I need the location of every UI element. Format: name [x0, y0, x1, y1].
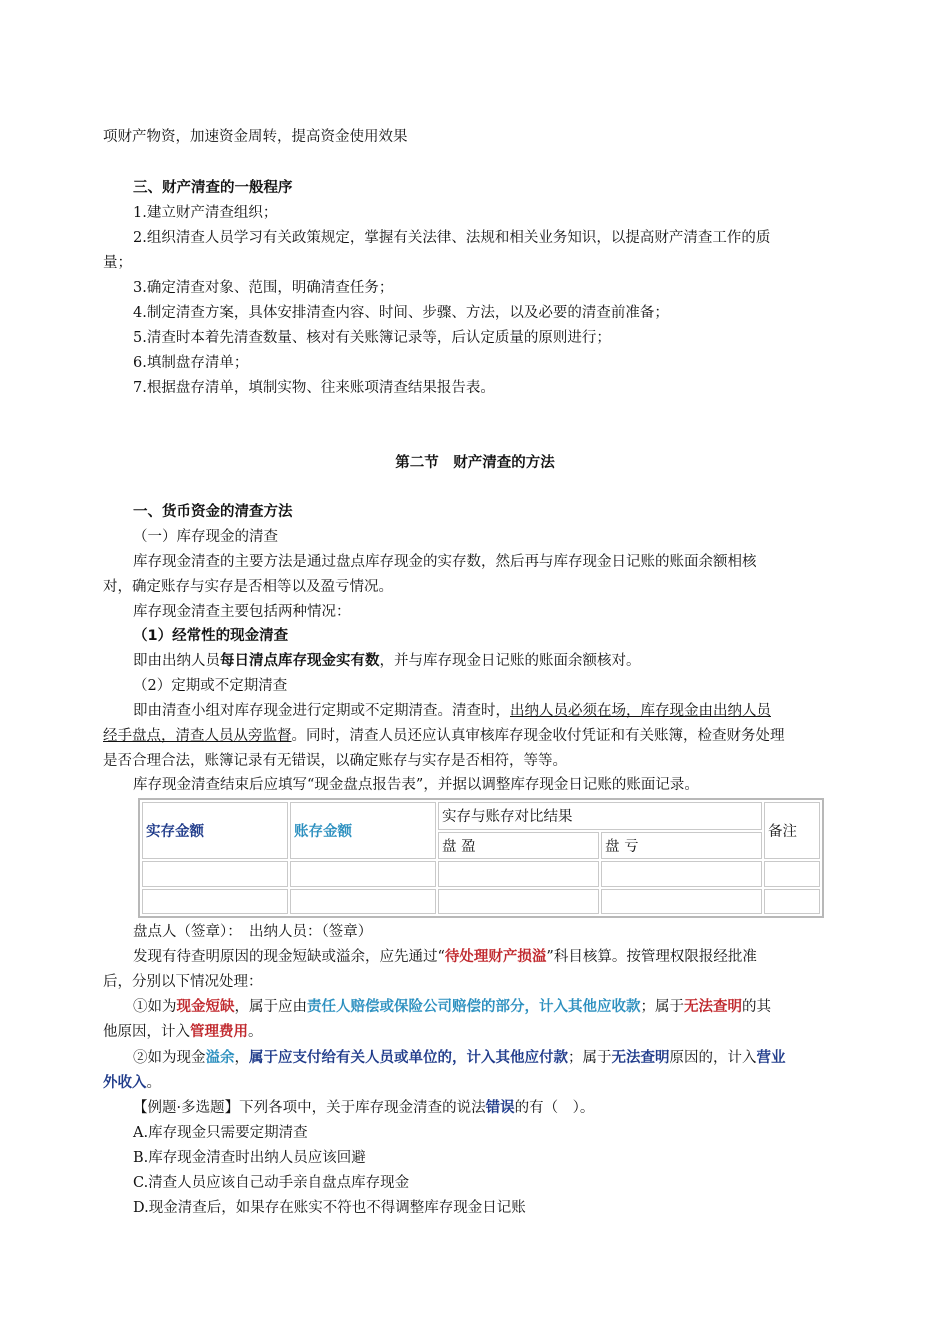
item2-line-a: [133, 1048, 786, 1068]
pending-a-pre: 发现有待查明原因的现金短缺或溢余，应先通过“: [133, 949, 445, 965]
case2-b-post: 。同时，清查人员还应认真审核库存现金收付凭证和有关账簿，检查财务处理: [291, 728, 785, 744]
s1-heading: 一、货币资金的清查方法: [133, 504, 293, 520]
s1-p1a: 库存现金清查的主要方法是通过盘点库存现金的实存数，然后再与库存现金日记账的账面余额相核: [133, 554, 757, 570]
example-question: [133, 1098, 594, 1118]
item2-other-payable: 属于应支付给有关人员或单位的，计入其他应付款: [249, 1050, 568, 1066]
option-b: B.库存现金清查时出纳人员应该回避: [133, 1150, 366, 1166]
pending-a-post: ”科目核算。按管理权限报经批准: [546, 949, 757, 965]
case2-line-c: 是否合理合法，账簿记录有无错误，以确定账存与实存是否相符，等等。: [103, 753, 567, 769]
col-remark: 备注: [764, 802, 820, 859]
table-cell: [764, 889, 820, 914]
item1-admin-expense: 管理费用: [190, 1024, 248, 1040]
item1-t4: 的其: [742, 999, 771, 1015]
col-actual-amount: 实存金额: [142, 802, 288, 859]
case2-b-underline: 经手盘点，清查人员从旁监督: [103, 728, 292, 744]
example-post: 的有（ ）。: [514, 1100, 595, 1116]
item1-cash-shortage: 现金短缺: [176, 999, 235, 1015]
col-compare-result: 实存与账存对比结果: [438, 802, 762, 830]
col-surplus: 盘 盈: [438, 832, 599, 860]
example-pre: 【例题·多选题】下列各项中，关于库存现金清查的说法: [133, 1100, 486, 1116]
item2-line-b: [103, 1073, 161, 1093]
option-c: C.清查人员应该自己动手亲自盘点库存现金: [133, 1175, 410, 1191]
item1-other-receivable: 责任人赔偿或保险公司赔偿的部分，计入其他应收款: [307, 999, 641, 1015]
item2-nonoperating-b: 外收入: [103, 1075, 147, 1091]
s1-p1b: 对，确定账存与实存是否相等以及盈亏情况。: [103, 579, 393, 595]
item1-t1: ①如为: [133, 999, 177, 1015]
item1-t2: ，属于应由: [234, 999, 307, 1015]
case1-pre: 即由出纳人员: [133, 653, 220, 669]
table-cell: [142, 861, 288, 886]
cash-count-table: [138, 798, 824, 918]
pending-line-a: [133, 947, 757, 967]
table-cell: [601, 861, 762, 886]
table-cell: [290, 861, 436, 886]
item2-t5: 。: [146, 1075, 161, 1091]
col-shortage: 盘 亏: [601, 832, 762, 860]
step-5: 5.清查时本着先清查数量、核对有关账簿记录等，后认定质量的原则进行；: [133, 330, 611, 346]
case1-text: [133, 651, 641, 671]
pending-line-b: 后，分别以下情况处理：: [103, 974, 263, 990]
step-2a: 2.组织清查人员学习有关政策规定，掌握有关法律、法规和相关业务知识，以提高财产清查工作的质: [133, 230, 771, 246]
chapter-title: 第二节 财产清查的方法: [395, 455, 555, 471]
option-d: D.现金清查后，如果存在账实不符也不得调整库存现金日记账: [133, 1200, 526, 1216]
report-line: 库存现金清查结束后应填写“现金盘点报告表”，并据以调整库存现金日记账的账面记录。: [133, 777, 699, 793]
item2-unknown: 无法查明: [611, 1050, 670, 1066]
intro-line: 项财产物资，加速资金周转，提高资金使用效果: [103, 129, 408, 145]
example-keyword: 错误: [485, 1100, 515, 1116]
item1-line-a: [133, 997, 771, 1017]
item1-t5: 他原因，计入: [103, 1024, 190, 1040]
case1-post: ，并与库存现金日记账的账面余额核对。: [379, 653, 641, 669]
case2-a-pre: 即由清查小组对库存现金进行定期或不定期清查。清查时，: [133, 703, 510, 719]
table-cell: [601, 889, 762, 914]
option-a: A.库存现金只需要定期清查: [133, 1125, 308, 1141]
item2-t1: ②如为现金: [133, 1050, 206, 1066]
item1-t3: ；属于: [640, 999, 684, 1015]
step-4: 4.制定清查方案，具体安排清查内容、时间、步骤、方法，以及必要的清查前准备；: [133, 305, 669, 321]
col-book-amount: 账存金额: [290, 802, 436, 859]
case2-line-a: [133, 701, 771, 721]
step-2b: 量；: [103, 255, 132, 271]
table-cell: [438, 889, 599, 914]
case2-a-underline: 出纳人员必须在场，库存现金由出纳人员: [510, 703, 771, 719]
step-1: 1.建立财产清查组织；: [133, 205, 278, 221]
case1-bold: 每日清点库存现金实有数: [220, 653, 380, 669]
table-cell: [764, 861, 820, 886]
item2-cash-surplus: 溢余: [205, 1050, 235, 1066]
item1-unknown: 无法查明: [684, 999, 742, 1015]
s1-p2: 库存现金清查主要包括两种情况：: [133, 604, 351, 620]
item2-nonoperating-a: 营业: [756, 1050, 786, 1066]
item2-t2: ，: [234, 1050, 249, 1066]
table-cell: [438, 861, 599, 886]
case2-title: （2）定期或不定期清查: [133, 678, 288, 694]
case2-line-b: [103, 726, 785, 746]
item2-t4: 原因的，计入: [669, 1050, 757, 1066]
s1-sub1: （一）库存现金的清查: [133, 529, 278, 545]
item1-t6: 。: [248, 1024, 263, 1040]
pending-account-name: 待处理财产损溢: [444, 949, 547, 965]
step-6: 6.填制盘存清单；: [133, 355, 249, 371]
table-cell: [142, 889, 288, 914]
table-cell: [290, 889, 436, 914]
step-7: 7.根据盘存清单，填制实物、往来账项清查结果报告表。: [133, 380, 495, 396]
step-3: 3.确定清查对象、范围，明确清查任务；: [133, 280, 394, 296]
item1-line-b: [103, 1022, 263, 1042]
case1-title: （1）经常性的现金清查: [133, 628, 289, 644]
item2-t3: ；属于: [568, 1050, 612, 1066]
section3-heading: 三、财产清查的一般程序: [133, 180, 293, 196]
signature-line: 盘点人（签章）： 出纳人员：（签章）: [133, 924, 373, 940]
